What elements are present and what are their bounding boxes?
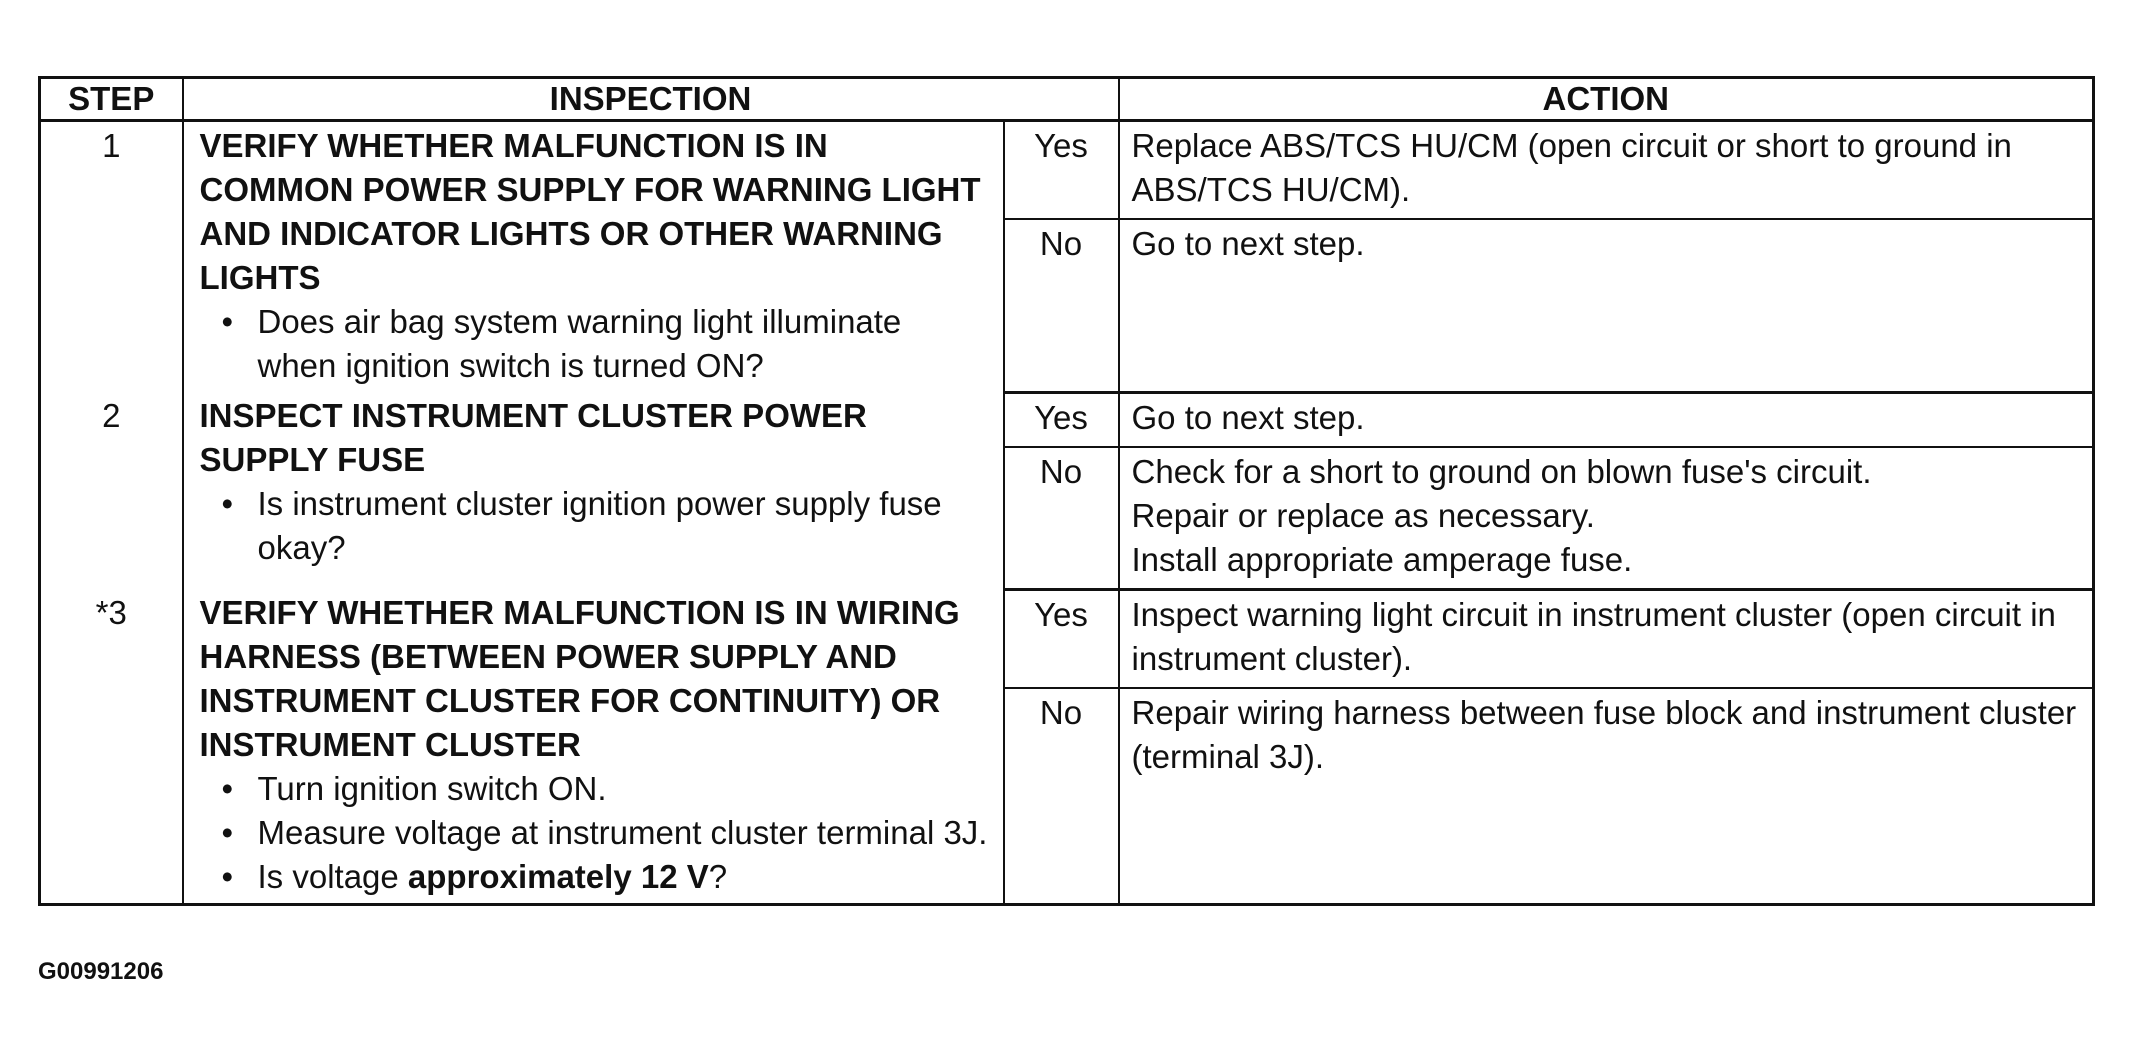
table-row: [40, 121, 2094, 220]
yes-label: Yes: [1004, 392, 1119, 447]
header-step: STEP: [40, 78, 183, 121]
no-action: [1119, 447, 2094, 590]
inspection-bullet: [222, 855, 989, 899]
no-action: Go to next step.: [1119, 219, 2094, 392]
yes-label: Yes: [1004, 121, 1119, 220]
inspection-heading: VERIFY WHETHER MALFUNCTION IS IN COMMON POWER SUPPLY FOR WARNING LIGHT AND INDICATOR LIGHTS OR OTHER WARNING LIGHTS: [199, 127, 981, 296]
inspection-cell: [183, 121, 1004, 393]
step-number: *3: [40, 589, 183, 905]
inspection-cell: [183, 392, 1004, 589]
inspection-bullet: • Does air bag system warning light illuminate when ignition switch is turned ON?: [222, 300, 989, 388]
step-number: 1: [40, 121, 183, 393]
inspection-bullet: • Turn ignition switch ON.: [222, 767, 989, 811]
inspection-bullets: [200, 767, 989, 899]
no-label: No: [1004, 219, 1119, 392]
header-action: ACTION: [1119, 78, 2094, 121]
table-row: [40, 392, 2094, 447]
inspection-heading: VERIFY WHETHER MALFUNCTION IS IN WIRING HARNESS (BETWEEN POWER SUPPLY AND INSTRUMENT CLUSTER FOR CONTINUITY) OR INSTRUMENT CLUSTER: [199, 594, 960, 763]
no-action-line: Check for a short to ground on blown fuse's circuit.: [1131, 452, 1872, 490]
header-row: [40, 78, 2094, 121]
table-row: [40, 589, 2094, 688]
bullet-text-prefix: Is voltage: [257, 858, 408, 895]
inspection-bullets: [200, 300, 989, 388]
no-label: No: [1004, 688, 1119, 905]
inspection-bullet: • Measure voltage at instrument cluster terminal 3J.: [222, 811, 989, 855]
yes-action: Replace ABS/TCS HU/CM (open circuit or short to ground in ABS/TCS HU/CM).: [1119, 121, 2094, 220]
diagnostic-table: [38, 76, 2095, 906]
no-label: No: [1004, 447, 1119, 590]
yes-action: Inspect warning light circuit in instrument cluster (open circuit in instrument cluster).: [1119, 589, 2094, 688]
header-inspection: INSPECTION: [183, 78, 1119, 121]
inspection-bullet: • Is instrument cluster ignition power supply fuse okay?: [222, 482, 989, 570]
step-number: 2: [40, 392, 183, 589]
yes-label: Yes: [1004, 589, 1119, 688]
inspection-bullets: [200, 482, 989, 570]
inspection-cell: [183, 589, 1004, 905]
no-action-line: Repair or replace as necessary.: [1131, 496, 1595, 534]
inspection-heading: INSPECT INSTRUMENT CLUSTER POWER SUPPLY FUSE: [199, 397, 867, 478]
bullet-text-bold: approximately 12 V: [407, 858, 709, 895]
figure-id: G00991206: [38, 958, 164, 985]
bullet-text-suffix: ?: [708, 858, 728, 895]
yes-action: Go to next step.: [1119, 392, 2094, 447]
no-action-line: Install appropriate amperage fuse.: [1131, 540, 1633, 578]
no-action: Repair wiring harness between fuse block and instrument cluster (terminal 3J).: [1119, 688, 2094, 905]
